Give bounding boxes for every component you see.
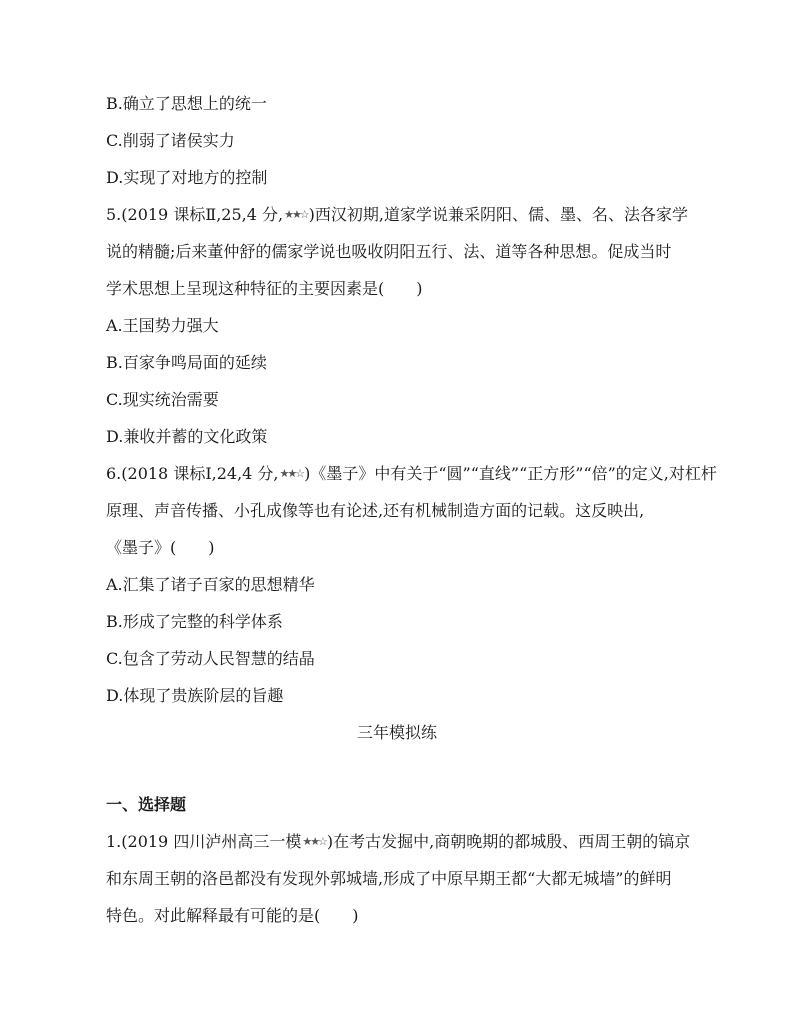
q4-option-b: B.确立了思想上的统一 [106,94,267,113]
q5-stem-text: )西汉初期,道家学说兼采阴阳、儒、墨、名、法各家学 [308,205,689,224]
q5-option-c: C.现实统治需要 [106,390,219,409]
q6-option-d: D.体现了贵族阶层的旨趣 [106,686,284,705]
q4-option-c: C.削弱了诸侯实力 [106,131,235,150]
difficulty-stars-icon: ★★☆ [279,467,304,480]
q1-stem-line-2: 和东周王朝的洛邑都没有发现外郭城墙,形成了中原早期王都“大都无城墙”的鲜明 [106,869,672,888]
q5-option-b: B.百家争鸣局面的延续 [106,353,267,372]
q6-stem-text: )《墨子》中有关于“圆”“直线”“正方形”“倍”的定义,对杠杆 [304,464,717,483]
q1-stem-line-3: 特色。对此解释最有可能的是( ) [106,906,359,925]
q6-option-b: B.形成了完整的科学体系 [106,612,283,631]
q6-option-a: A.汇集了诸子百家的思想精华 [106,575,315,594]
q1-stem-text: )在考古发掘中,商朝晚期的都城殷、西周王朝的镐京 [326,832,691,851]
q5-option-d: D.兼收并蓄的文化政策 [106,427,268,446]
q5-stem-line-3: 学术思想上呈现这种特征的主要因素是( ) [106,279,423,298]
difficulty-stars-icon: ★★☆ [302,835,326,848]
q5-stem-line-1 [106,205,696,225]
q6-stem-line-3: 《墨子》( ) [106,538,215,557]
q4-option-d: D.实现了对地方的控制 [106,168,268,187]
q6-stem-line-2: 原理、声音传播、小孔成像等也有论述,还有机械制造方面的记载。这反映出, [106,501,645,520]
q5-stem-line-2: 说的精髓;后来董仲舒的儒家学说也吸收阴阳五行、法、道等各种思想。促成当时 [106,242,672,261]
q5-option-a: A.王国势力强大 [106,316,219,335]
q6-stem-line-1 [106,464,717,484]
q1-stem-line-1 [106,832,696,852]
section-title: 三年模拟练 [356,723,437,742]
q6-option-c: C.包含了劳动人民智慧的结晶 [106,649,315,668]
q6-source: 6.(2018 课标Ⅰ,24,4 分, [106,464,279,483]
part-heading: 一、选择题 [106,795,187,814]
q5-source: 5.(2019 课标Ⅱ,25,4 分, [106,205,284,224]
q1-source: 1.(2019 四川泸州高三一模 [106,832,302,851]
difficulty-stars-icon: ★★☆ [284,208,308,221]
